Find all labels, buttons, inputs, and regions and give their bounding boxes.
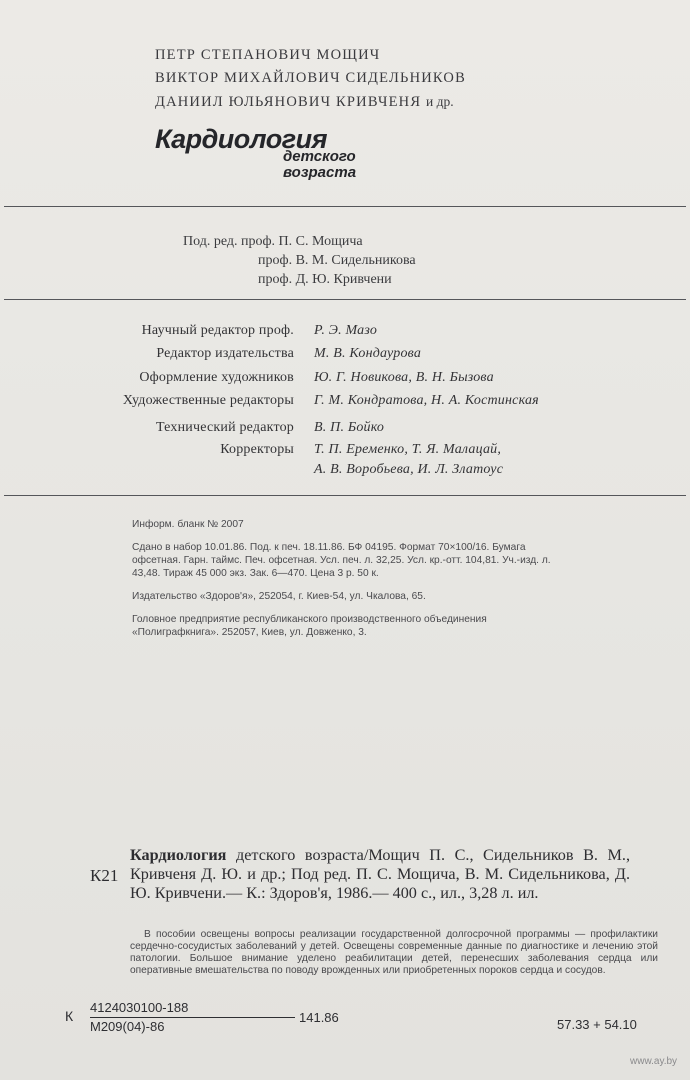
credit-names: Т. П. Еременко, Т. Я. Малацай, — [314, 442, 502, 457]
title-line-2: детского — [283, 148, 356, 165]
credit-row — [0, 442, 690, 464]
watermark: www.ay.by — [630, 1056, 678, 1067]
title-line-3: возраста — [283, 164, 357, 181]
credit-role: Редактор издательства — [156, 346, 294, 361]
author-line: ВИКТОР МИХАЙЛОВИЧ СИДЕЛЬНИКОВ — [155, 70, 466, 86]
credit-role: Корректоры — [220, 442, 294, 457]
credit-names: Р. Э. Мазо — [314, 323, 378, 338]
class-letter: К — [65, 1008, 74, 1024]
catalog-annotation: В пособии освещены вопросы реализации государственной долгосрочной программы — профилактики сердечно-сосудистых заболеваний у детей. Освещены современные данные по диагностике и лечению этой патологии. Большое внимание уделено реабилитации детей, перенесших заболевания сердца или оперативные вмешательства по поводу врожденных или приобретенных пороков сердца и сосудов. — [130, 929, 658, 976]
catalog-title: Кардиология — [130, 846, 227, 864]
credit-row — [0, 462, 690, 484]
et-al: и др. — [426, 94, 454, 109]
credit-row — [0, 393, 690, 415]
editor-line: проф. В. М. Сидельникова — [258, 253, 416, 268]
author-line — [155, 90, 466, 114]
title-line-main: Кардиология — [155, 124, 328, 154]
catalog-code: К21 — [90, 866, 119, 885]
print-details: Сдано в набор 10.01.86. Под. к печ. 18.11.86. БФ 04195. Формат 70×100/16. Бумага офсетная. Гарн. таймс. Печ. офсетная. Усл. печ. л. 32,25. Усл. кр.-отт. 104,81. Уч.-изд. л. 43,48. Тираж 45 000 экз. Зак. 6—470. Цена 3 р. 50 к. — [132, 542, 551, 579]
credit-role: Технический редактор — [155, 420, 294, 435]
class-numerator: 4124030100-188 — [90, 1000, 189, 1015]
editors-block — [183, 232, 416, 289]
divider — [4, 299, 686, 300]
credit-role: Научный редактор проф. — [141, 323, 294, 338]
credit-names: А. В. Воробьева, И. Л. Златоус — [314, 462, 504, 477]
credit-row — [0, 420, 690, 442]
printer-address: Головное предприятие республиканского производственного объединения «Полиграфкнига». 252057, Киев, ул. Довженко, 3. — [132, 614, 487, 638]
book-title — [155, 124, 356, 181]
credit-row — [0, 370, 690, 392]
editor-line: Под. ред. проф. П. С. Мощича — [183, 234, 363, 249]
credit-names: В. П. Бойко — [314, 420, 385, 435]
class-denominator: М209(04)-86 — [90, 1019, 165, 1034]
authors-block — [155, 44, 466, 114]
catalog-entry — [130, 846, 630, 903]
author-line: ПЕТР СТЕПАНОВИЧ МОЩИЧ — [155, 47, 381, 63]
imprint-block — [132, 518, 562, 649]
credit-role: Художественные редакторы — [122, 393, 294, 408]
divider — [4, 206, 686, 207]
price-code: 57.33 + 54.10 — [557, 1017, 637, 1032]
fraction-bar — [90, 1017, 295, 1018]
info-blank: Информ. бланк № 2007 — [132, 519, 244, 530]
credit-row — [0, 346, 690, 368]
class-tail: 141.86 — [299, 1010, 339, 1025]
credit-row — [0, 323, 690, 345]
divider — [4, 495, 686, 496]
catalog-entry-rest: детского возраста/Мощич П. С., Сидельников В. М., Кривченя Д. Ю. и др.; Под ред. П. С. Мощича, В. М. Сидельникова, Д. Ю. Кривчени.— К.: Здоров'я, 1986.— 400 с., ил., 3,28 л. ил. — [130, 846, 630, 902]
credit-names: Г. М. Кондратова, Н. А. Костинская — [314, 393, 539, 408]
credit-names: М. В. Кондаурова — [314, 346, 422, 361]
credit-names: Ю. Г. Новикова, В. Н. Бызова — [314, 370, 494, 385]
credit-role: Оформление художников — [139, 370, 294, 385]
publisher-address: Издательство «Здоров'я», 252054, г. Киев-54, ул. Чкалова, 65. — [132, 591, 426, 602]
editor-line: проф. Д. Ю. Кривчени — [258, 272, 392, 287]
author-name: ДАНИИЛ ЮЛЬЯНОВИЧ КРИВЧЕНЯ — [155, 94, 422, 110]
